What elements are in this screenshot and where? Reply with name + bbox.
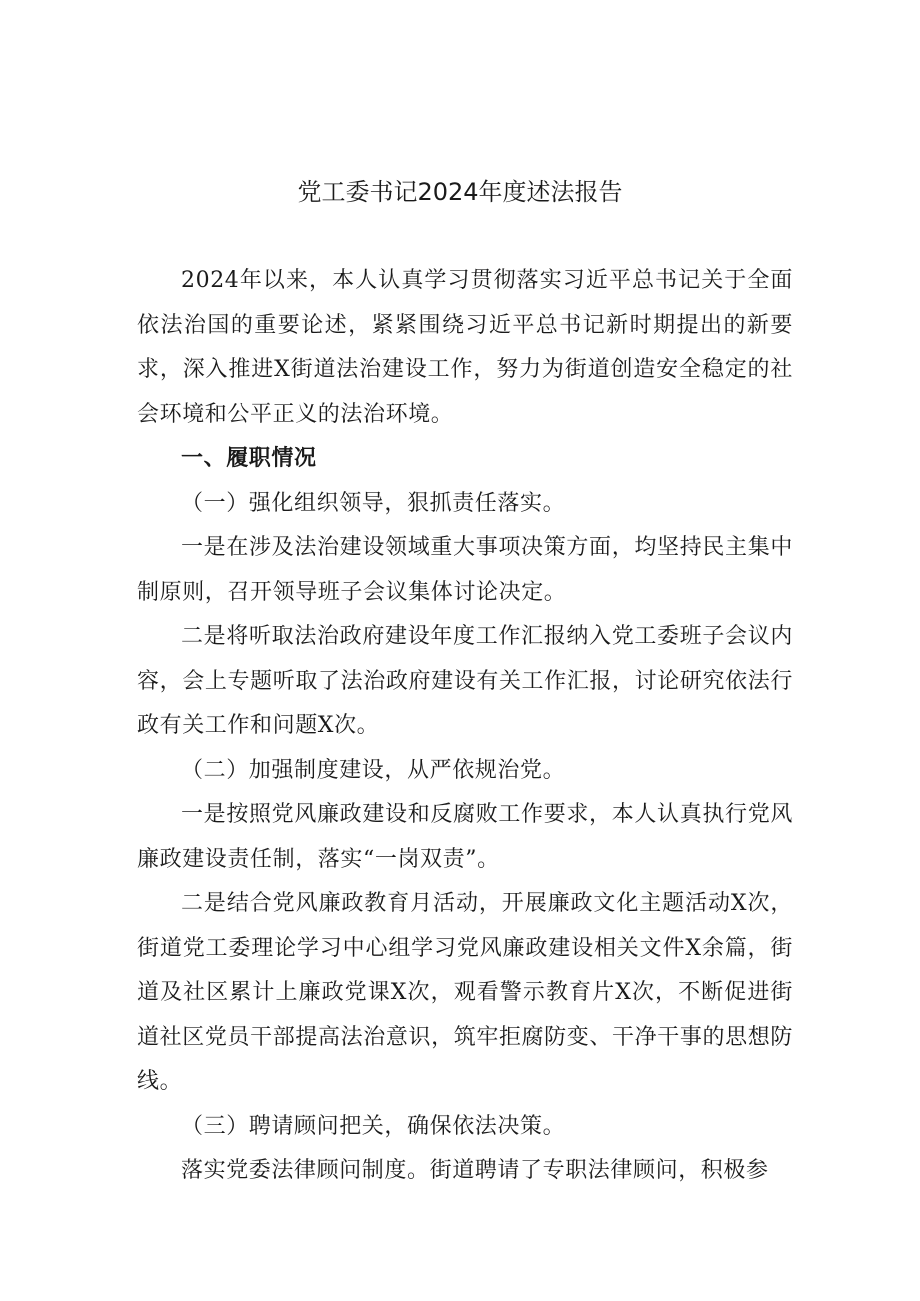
body-paragraph: 二是结合党风廉政教育月活动，开展廉政文化主题活动X次，街道党工委理论学习中心组学习党风廉政建设相关文件X余篇，街道及社区累计上廉政党课X次，观看警示教育片X次，不断促进街道社区党员干部提高法治意识，筑牢拒腐防变、干净干事的思想防线。 [137, 891, 793, 1094]
subsection-heading-3: （三）聘请顾问把关，确保依法决策。 [181, 1113, 566, 1139]
document-body [137, 259, 793, 1194]
section-heading-duty: 一、履职情况 [181, 446, 317, 471]
subsection-heading-2: （二）加强制度建设，从严依规治党。 [181, 757, 566, 783]
body-paragraph: 一是在涉及法治建设领域重大事项决策方面，均坚持民主集中制原则，召开领导班子会议集体讨论决定。 [137, 535, 793, 605]
intro-paragraph: 2024年以来，本人认真学习贯彻落实习近平总书记关于全面依法治国的重要论述，紧紧围绕习近平总书记新时期提出的新要求，深入推进X街道法治建设工作，努力为街道创造安全稳定的社会环境和公平正义的法治环境。 [137, 268, 793, 427]
body-paragraph: 一是按照党风廉政建设和反腐败工作要求，本人认真执行党风廉政建设责任制，落实“一岗双责”。 [137, 802, 793, 872]
body-paragraph: 二是将听取法治政府建设年度工作汇报纳入党工委班子会议内容，会上专题听取了法治政府建设有关工作汇报，讨论研究依法行政有关工作和问题X次。 [137, 624, 793, 738]
document-title: 党工委书记2024年度述法报告 [297, 178, 623, 206]
body-paragraph: 落实党委法律顾问制度。街道聘请了专职法律顾问，积极参 [181, 1158, 769, 1183]
subsection-heading-1: （一）强化组织领导，狠抓责任落实。 [181, 490, 566, 516]
